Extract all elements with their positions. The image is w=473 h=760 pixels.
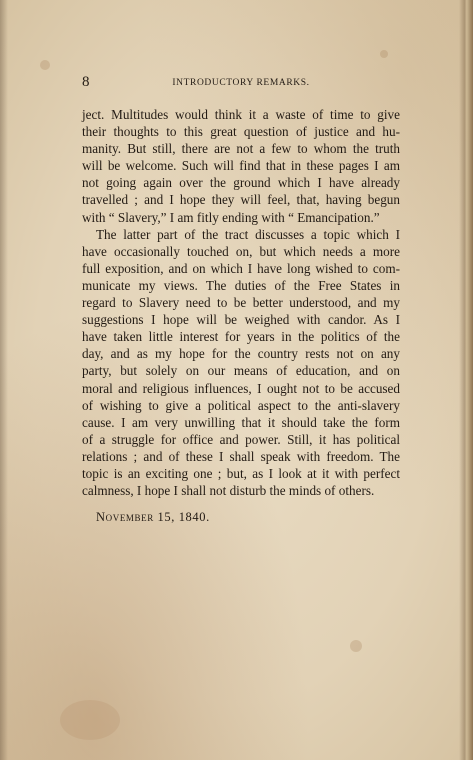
text-line: regard to Slavery need to be better understood, and my xyxy=(82,295,400,311)
page-header xyxy=(82,74,400,106)
foxing-spot xyxy=(350,640,362,652)
text-line: travelled ; and I hope they will feel, that, having begun xyxy=(82,192,400,208)
page-text xyxy=(82,74,400,525)
foxing-spot xyxy=(40,60,50,70)
text-line: topic is an exciting one ; but, as I look at it with perfect xyxy=(82,465,400,481)
foxing-spot xyxy=(380,50,388,58)
text-line: cause. I am very unwilling that it should take the form xyxy=(82,414,400,430)
signature-date: November 15, 1840. xyxy=(96,510,210,525)
text-line: party, but solely on our means of education, and on xyxy=(82,363,400,379)
text-line: ject. Multitudes would think it a waste of time to give xyxy=(82,107,400,122)
text-line: not going again over the ground which I have already xyxy=(82,175,400,191)
text-line: of wishing to give a political aspect to the anti-slavery xyxy=(82,397,400,413)
text-line: their thoughts to this great question of justice and hu- xyxy=(82,124,400,140)
foxing-stain xyxy=(60,700,120,740)
text-line: municate my views. The duties of the Free States in xyxy=(82,277,400,293)
text-line: of a struggle for office and power. Still, it has political xyxy=(82,431,400,447)
text-line: manity. But still, there are not a few to whom the truth xyxy=(82,141,400,157)
gutter-shadow xyxy=(0,0,8,760)
text-line: The latter part of the tract discusses a topic which I xyxy=(96,226,400,242)
running-head: INTRODUCTORY REMARKS. xyxy=(172,78,310,88)
text-line: will be welcome. Such will find that in these pages I am xyxy=(82,158,400,174)
text-line: with “ Slavery,” I am fitly ending with “ Emancipation.” xyxy=(82,209,380,225)
page-edge xyxy=(459,0,473,760)
text-line: full exposition, and on which I have long wished to com- xyxy=(82,260,400,276)
text-line: relations ; and of these I shall speak with freedom. The xyxy=(82,448,400,464)
text-line: have occasionally touched on, but which needs a more xyxy=(82,243,400,259)
text-line: day, and as my hope for the country rests not on any xyxy=(82,346,400,362)
text-line: calmness, I hope I shall not disturb the minds of others. xyxy=(82,483,375,499)
text-line: have taken little interest for years in the politics of the xyxy=(82,329,400,345)
paragraph-2 xyxy=(82,226,400,500)
text-line: moral and religious influences, I ought not to be accused xyxy=(82,380,400,396)
text-line: suggestions I hope will be weighed with candor. As I xyxy=(82,312,400,328)
paragraph-1 xyxy=(82,106,400,226)
page-number: 8 xyxy=(82,74,90,90)
